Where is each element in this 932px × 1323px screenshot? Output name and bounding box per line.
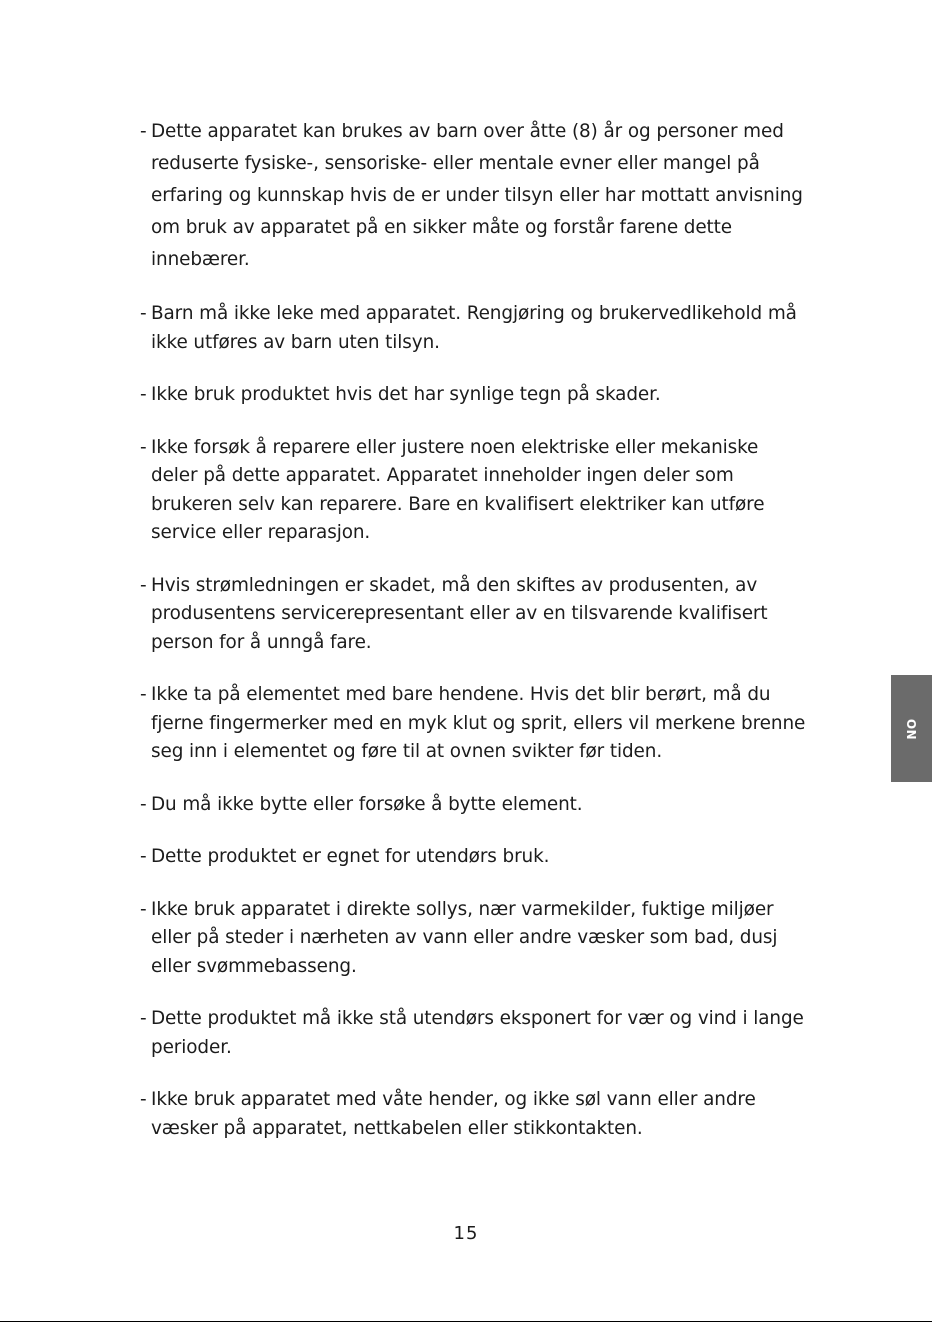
bullet-marker: - <box>140 303 147 324</box>
list-item-text: Barn må ikke leke med apparatet. Rengjøring og brukervedlikehold må ikke utføres av barn uten tilsyn. <box>151 303 797 353</box>
bullet-marker: - <box>140 1089 147 1110</box>
bullet-marker: - <box>140 121 147 142</box>
list-item <box>140 572 808 658</box>
bullet-marker: - <box>140 384 147 405</box>
list-item-text: Dette produktet er egnet for utendørs bruk. <box>151 846 550 867</box>
bullet-marker: - <box>140 1008 147 1029</box>
safety-instructions-list <box>140 116 808 1167</box>
list-item <box>140 896 808 982</box>
bullet-marker: - <box>140 436 147 458</box>
list-item-text: Ikke bruk apparatet med våte hender, og ikke søl vann eller andre væsker på apparatet, nettkabelen eller stikkontakten. <box>151 1089 756 1139</box>
list-item <box>140 791 808 820</box>
list-item <box>140 1086 808 1143</box>
list-item <box>140 843 808 872</box>
language-tab-label: NO <box>904 717 919 740</box>
language-tab <box>891 675 932 782</box>
list-item <box>140 300 808 357</box>
list-item <box>140 434 808 548</box>
bullet-marker: - <box>140 846 147 867</box>
list-item-text: Ikke bruk produktet hvis det har synlige tegn på skader. <box>151 384 661 405</box>
bullet-marker: - <box>140 793 147 815</box>
list-item-text: Ikke ta på elementet med bare hendene. Hvis det blir berørt, må du fjerne fingermerker med en myk klut og sprit, ellers vil merkene brenne seg inn i elementet og føre til at ovnen svikter før tiden. <box>151 684 806 762</box>
bullet-marker: - <box>140 684 147 705</box>
list-item <box>140 116 808 276</box>
page-number: 15 <box>453 1223 479 1244</box>
list-item <box>140 681 808 767</box>
bullet-marker: - <box>140 574 147 596</box>
list-item-text: Du må ikke bytte eller forsøke å bytte element. <box>151 793 583 815</box>
list-item-text: Dette apparatet kan brukes av barn over åtte (8) år og personer med reduserte fysiske-, sensoriske- eller mentale evner eller mangel på erfaring og kunnskap hvis de er under tilsyn eller har mottatt anvisning om bruk av apparatet på en sikker måte og forstår farene dette innebærer. <box>151 121 803 270</box>
bullet-marker: - <box>140 898 147 920</box>
list-item <box>140 381 808 410</box>
list-item <box>140 1005 808 1062</box>
list-item-text: Ikke forsøk å reparere eller justere noen elektriske eller mekaniske deler på dette apparatet. Apparatet inneholder ingen deler som brukeren selv kan reparere. Bare en kvalifisert elektriker kan utføre service eller reparasjon. <box>151 436 765 543</box>
list-item-text: Ikke bruk apparatet i direkte sollys, nær varmekilder, fuktige miljøer eller på steder i nærheten av vann eller andre væsker som bad, dusj eller svømmebasseng. <box>151 898 778 977</box>
bottom-divider <box>0 1321 932 1322</box>
list-item-text: Hvis strømledningen er skadet, må den skiftes av produsenten, av produsentens servicerepresentant eller av en tilsvarende kvalifisert person for å unngå fare. <box>151 574 768 653</box>
list-item-text: Dette produktet må ikke stå utendørs eksponert for vær og vind i lange perioder. <box>151 1008 804 1058</box>
